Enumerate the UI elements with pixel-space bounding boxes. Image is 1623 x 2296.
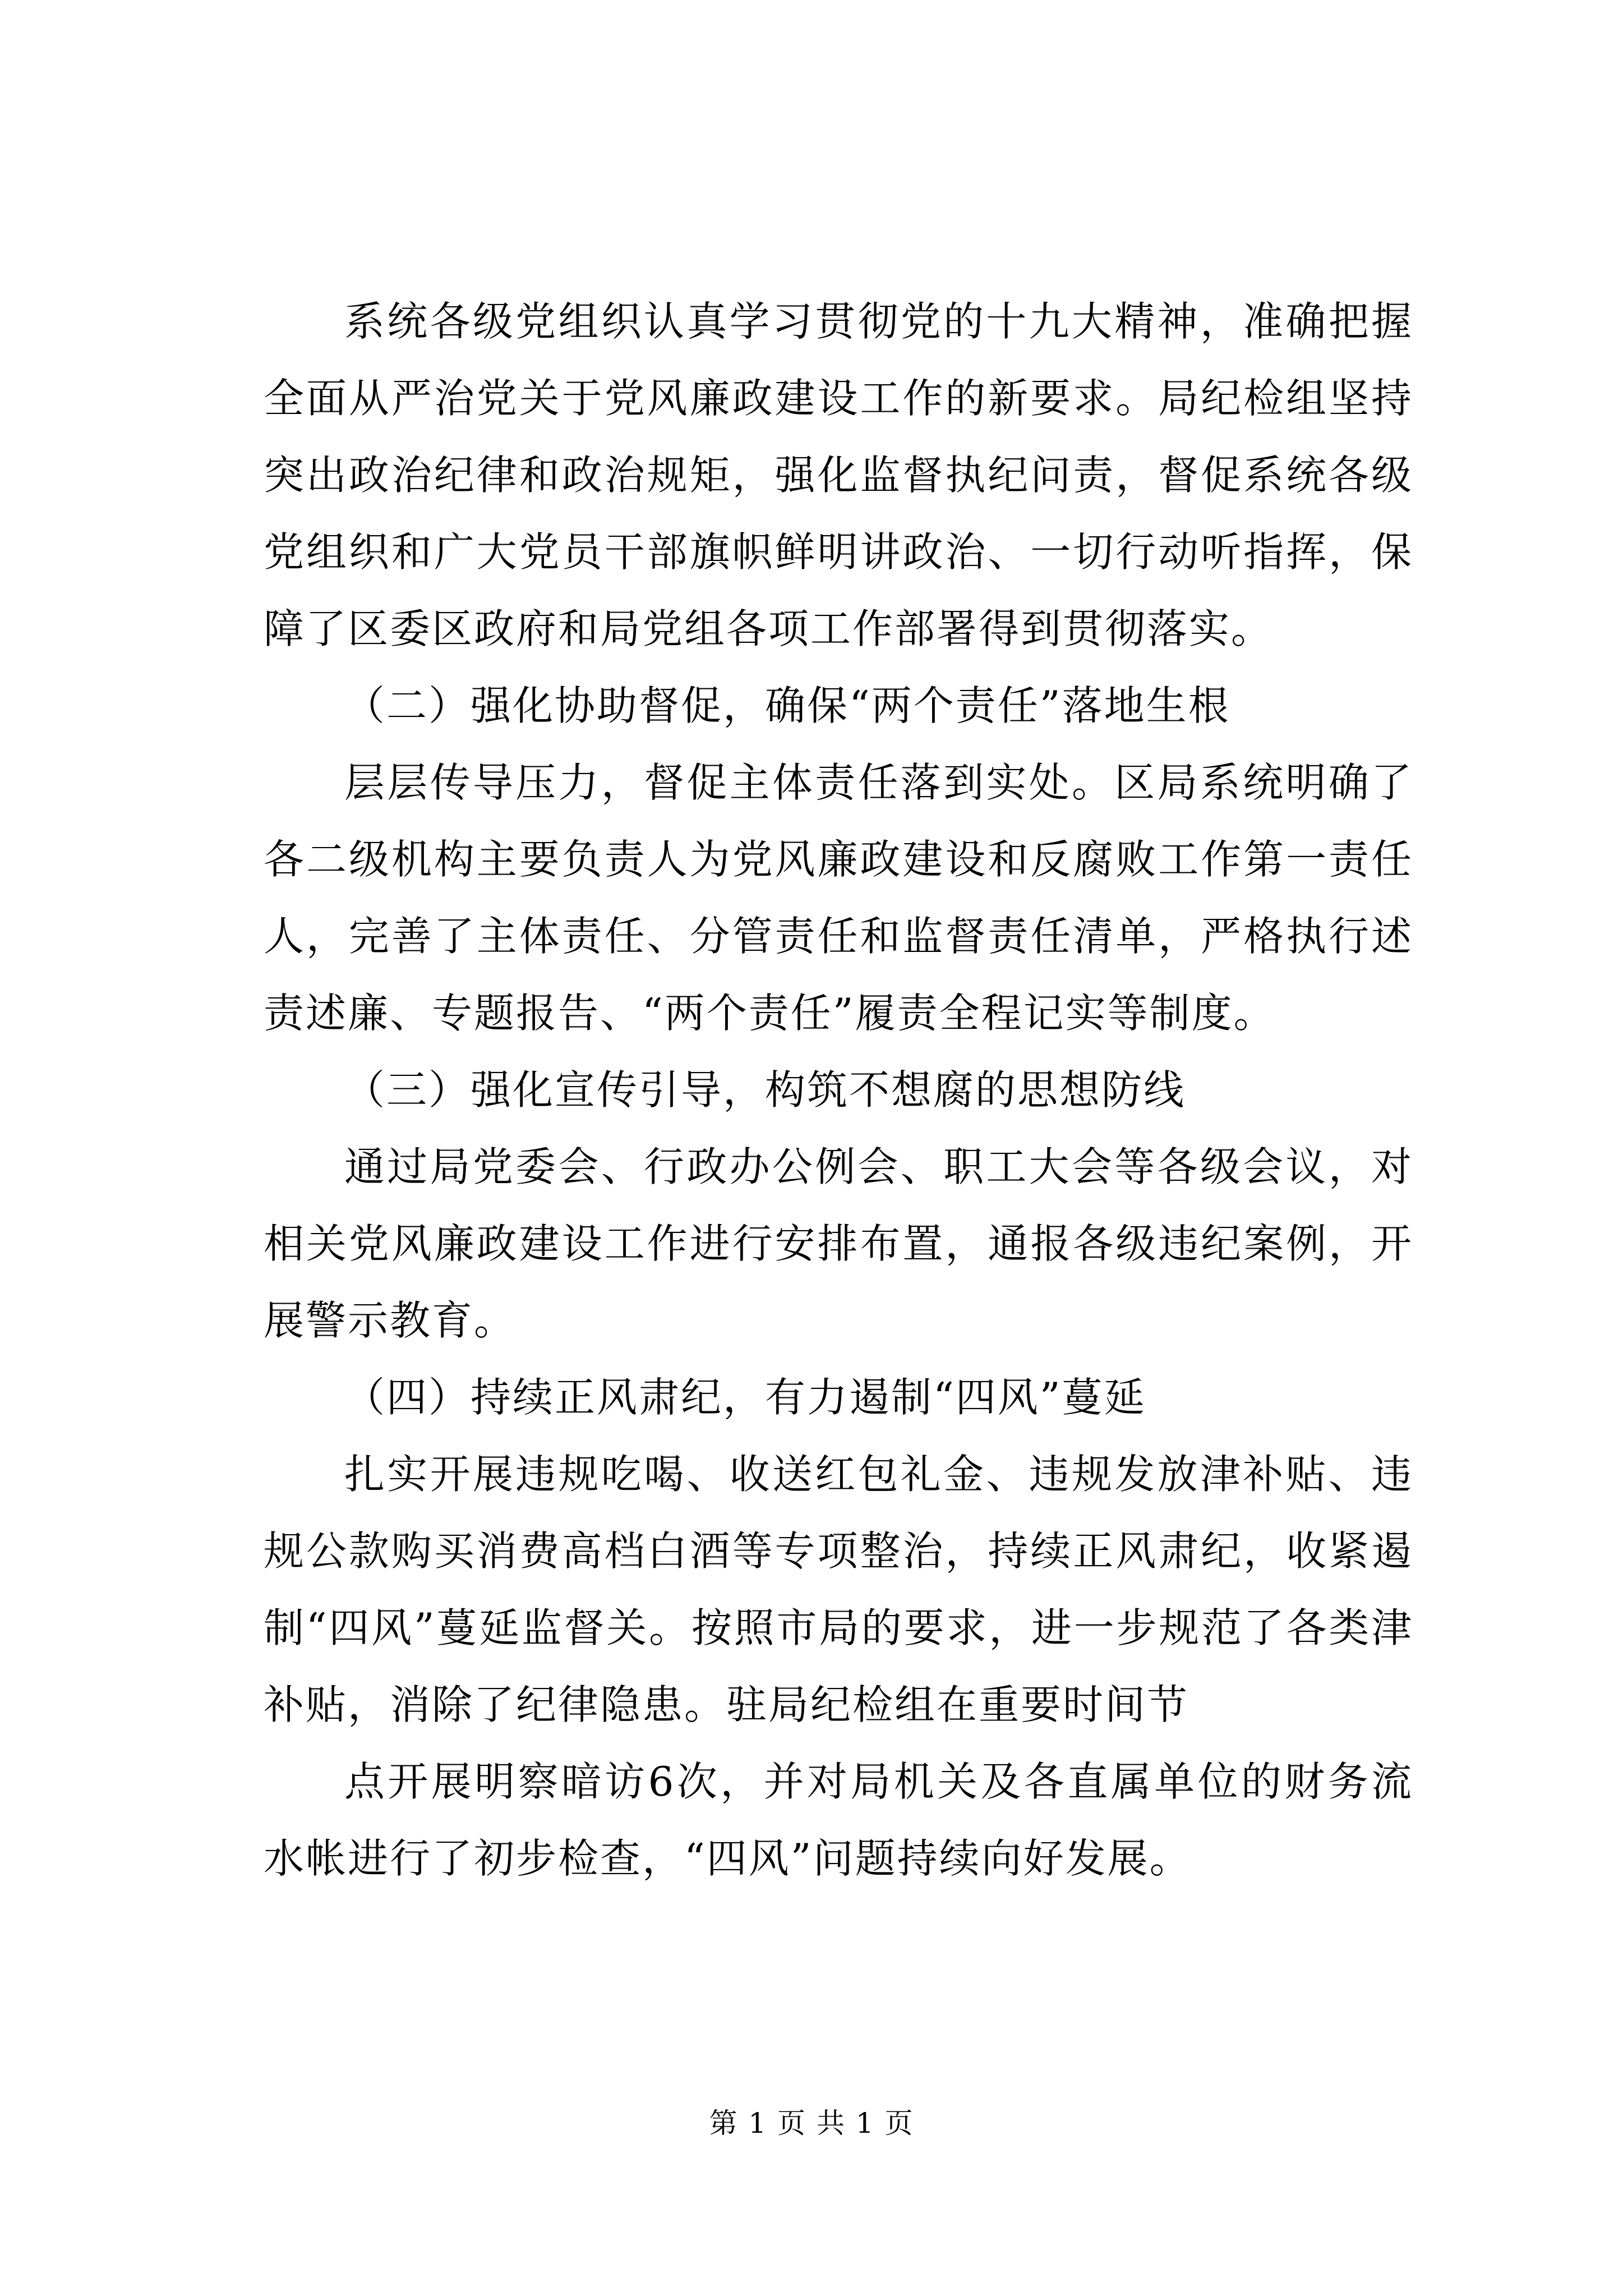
section-heading-2: （二）强化协助督促，确保“两个责任”落地生根 bbox=[344, 682, 1230, 729]
paragraph-party-study: 系统各级党组织认真学习贯彻党的十九大精神，准确把握全面从严治党关于党风廉政建设工作的新要求。局纪检组坚持突出政治纪律和政治规矩，强化监督执纪问责，督促系统各级党组织和广大党员干部旗帜鲜明讲政治、一切行动听指挥，保障了区委区政府和局党组各项工作部署得到贯彻落实。 bbox=[264, 298, 1413, 652]
section-heading-4: （四）持续正风肃纪，有力遏制“四风”蔓延 bbox=[344, 1374, 1146, 1421]
paragraph-responsibility: 层层传导压力，督促主体责任落到实处。区局系统明确了各二级机构主要负责人为党风廉政建设和反腐败工作第一责任人，完善了主体责任、分管责任和监督责任清单，严格执行述责述廉、专题报告、“两个责任”履责全程记实等制度。 bbox=[264, 759, 1413, 1037]
paragraph-inspection: 点开展明察暗访6次，并对局机关及各直属单位的财务流水帐进行了初步检查，“四风”问题持续向好发展。 bbox=[264, 1758, 1413, 1882]
paragraph-publicity: 通过局党委会、行政办公例会、职工大会等各级会议，对相关党风廉政建设工作进行安排布置，通报各级违纪案例，开展警示教育。 bbox=[264, 1143, 1413, 1344]
page-footer: 第 1 页 共 1 页 bbox=[709, 2107, 914, 2139]
paragraph-four-winds: 扎实开展违规吃喝、收送红包礼金、违规发放津补贴、违规公款购买消费高档白酒等专项整治，持续正风肃纪，收紧遏制“四风”蔓延监督关。按照市局的要求，进一步规范了各类津补贴，消除了纪律隐患。驻局纪检组在重要时间节 bbox=[264, 1451, 1413, 1728]
section-heading-3: （三）强化宣传引导，构筑不想腐的思想防线 bbox=[344, 1066, 1186, 1114]
document-body bbox=[264, 283, 1413, 1897]
